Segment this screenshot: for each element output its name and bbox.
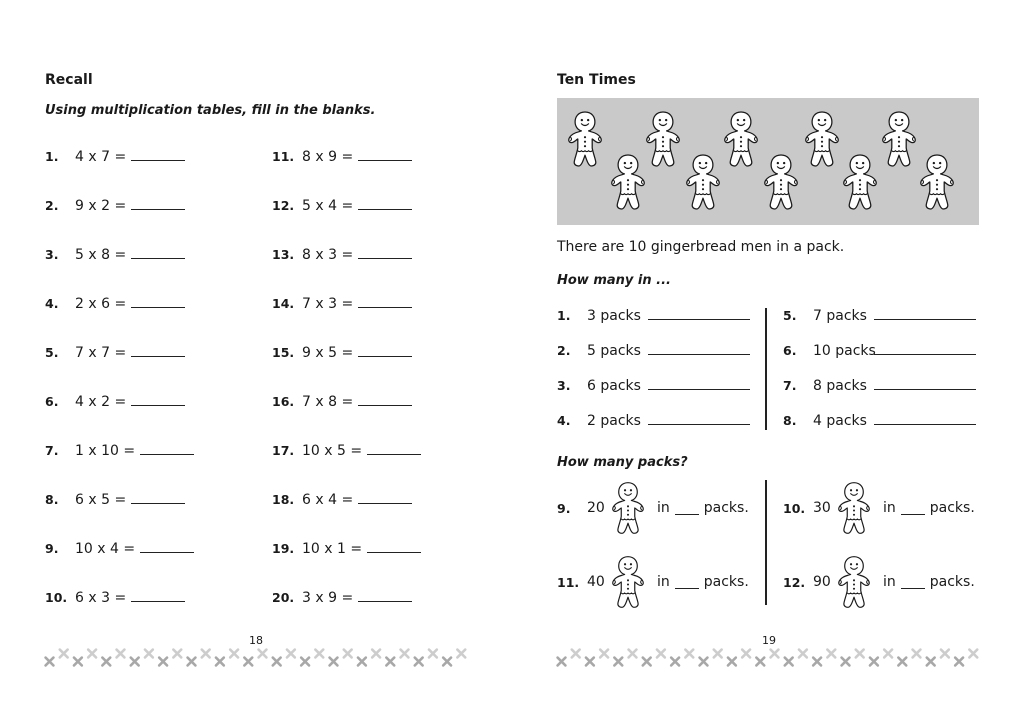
- cross-stitch-mark: [173, 650, 181, 658]
- cross-stitch-mark: [799, 650, 807, 658]
- question-expression: 9 x 5 =: [302, 345, 354, 361]
- question-item: [272, 393, 412, 410]
- in-label: in: [883, 574, 896, 590]
- prompt-how-many-in: How many in ...: [557, 273, 671, 288]
- question-item: [272, 246, 412, 263]
- cross-stitch-mark: [415, 658, 423, 666]
- question-expression: 1 x 10 =: [75, 443, 136, 459]
- question-item: [45, 148, 185, 165]
- column-divider: [765, 308, 767, 430]
- cross-stitch-mark: [88, 650, 96, 658]
- question-expression: 10 x 4 =: [75, 541, 136, 557]
- answer-blank[interactable]: [874, 377, 976, 390]
- cross-stitch-mark: [273, 658, 281, 666]
- gingerbread-man-icon: [647, 112, 679, 166]
- cross-stitch-mark: [742, 650, 750, 658]
- question-item: [272, 295, 412, 312]
- question-number: 13.: [272, 247, 295, 262]
- packs-label: 3 packs: [587, 308, 641, 324]
- gingerbread-man-icon: [611, 573, 647, 591]
- question-number: 7.: [45, 443, 59, 458]
- question-item: [45, 246, 185, 263]
- question-item: [45, 442, 194, 459]
- answer-blank[interactable]: [367, 540, 421, 553]
- question-number: 1.: [557, 308, 571, 323]
- answer-blank[interactable]: [131, 197, 185, 210]
- question-number: 5.: [783, 308, 797, 323]
- question-number: 17.: [272, 443, 295, 458]
- question-number: 9.: [45, 541, 59, 556]
- question-number: 2.: [557, 343, 571, 358]
- cross-stitch-mark: [202, 650, 210, 658]
- column-divider: [765, 480, 767, 605]
- cross-stitch-mark: [671, 658, 679, 666]
- cross-stitch-mark: [813, 658, 821, 666]
- question-number: 1.: [45, 149, 59, 164]
- question-expression: 8 x 9 =: [302, 149, 354, 165]
- question-number: 8.: [45, 492, 59, 507]
- cross-stitch-mark: [927, 658, 935, 666]
- packs-label: 4 packs: [813, 413, 867, 429]
- question-expression: 2 x 6 =: [75, 296, 127, 312]
- answer-blank[interactable]: [131, 393, 185, 406]
- answer-blank[interactable]: [648, 377, 750, 390]
- answer-blank[interactable]: [358, 589, 412, 602]
- question-number: 6.: [783, 343, 797, 358]
- packs-label: 6 packs: [587, 378, 641, 394]
- packs-question-item: [783, 307, 976, 324]
- cross-stitch-mark: [117, 650, 125, 658]
- gingerbread-banner: [557, 98, 979, 225]
- answer-blank[interactable]: [648, 342, 750, 355]
- gingerbread-man-icon: [569, 112, 601, 166]
- packs-label: 2 packs: [587, 413, 641, 429]
- question-expression: 8 x 3 =: [302, 247, 354, 263]
- page-title: Recall: [45, 72, 93, 88]
- cross-stitch-mark: [46, 658, 54, 666]
- count-question-item: [557, 499, 749, 517]
- answer-blank[interactable]: [140, 540, 194, 553]
- question-number: 3.: [557, 378, 571, 393]
- statement-text: There are 10 gingerbread men in a pack.: [557, 239, 845, 255]
- question-expression: 7 x 7 =: [75, 345, 127, 361]
- question-item: [45, 295, 185, 312]
- cross-stitch-mark: [898, 658, 906, 666]
- question-number: 20.: [272, 590, 295, 605]
- question-number: 7.: [783, 378, 797, 393]
- cross-stitch-border: [44, 646, 470, 670]
- question-number: 5.: [45, 345, 59, 360]
- in-label: in: [657, 574, 670, 590]
- question-item: [272, 589, 412, 606]
- gingerbread-group-image: [557, 98, 979, 225]
- answer-blank[interactable]: [358, 491, 412, 504]
- cross-stitch-mark: [145, 650, 153, 658]
- question-number: 15.: [272, 345, 295, 360]
- question-number: 18.: [272, 492, 295, 507]
- answer-blank[interactable]: [874, 307, 976, 320]
- packs-question-item: [557, 377, 750, 394]
- question-number: 3.: [45, 247, 59, 262]
- answer-blank[interactable]: [901, 576, 925, 589]
- cross-stitch-mark: [330, 658, 338, 666]
- question-number: 4.: [557, 413, 571, 428]
- packs-label: packs.: [703, 574, 749, 590]
- answer-blank[interactable]: [648, 412, 750, 425]
- gingerbread-man-icon: [612, 155, 644, 209]
- answer-blank[interactable]: [648, 307, 750, 320]
- cross-stitch-mark: [870, 658, 878, 666]
- prompt-how-many-packs: How many packs?: [557, 455, 688, 470]
- page-title: Ten Times: [557, 72, 636, 88]
- gingerbread-man-icon: [883, 112, 915, 166]
- question-expression: 5 x 8 =: [75, 247, 127, 263]
- cross-stitch-mark: [771, 650, 779, 658]
- question-number: 6.: [45, 394, 59, 409]
- question-item: [45, 344, 185, 361]
- cross-stitch-mark: [558, 658, 566, 666]
- answer-blank[interactable]: [675, 502, 699, 515]
- answer-blank[interactable]: [367, 442, 421, 455]
- cross-stitch-mark: [159, 658, 167, 666]
- answer-blank[interactable]: [131, 589, 185, 602]
- question-item: [272, 442, 421, 459]
- cross-stitch-mark: [457, 650, 465, 658]
- cross-stitch-mark: [657, 650, 665, 658]
- cross-stitch-mark: [301, 658, 309, 666]
- cross-stitch-mark: [955, 658, 963, 666]
- cross-stitch-mark: [244, 658, 252, 666]
- packs-label: packs.: [929, 500, 975, 516]
- cross-stitch-mark: [913, 650, 921, 658]
- question-number: 11.: [272, 149, 295, 164]
- cross-stitch-mark: [102, 658, 110, 666]
- cross-stitch-mark: [259, 650, 267, 658]
- question-number: 12.: [783, 574, 806, 590]
- question-expression: 3 x 9 =: [302, 590, 354, 606]
- in-label: in: [657, 500, 670, 516]
- page-number: 18: [249, 634, 263, 647]
- cross-stitch-mark: [429, 650, 437, 658]
- packs-label: packs.: [703, 500, 749, 516]
- question-expression: 10 x 5 =: [302, 443, 363, 459]
- cross-stitch-mark: [60, 650, 68, 658]
- gingerbread-man-icon: [837, 573, 873, 591]
- question-item: [45, 491, 185, 508]
- answer-blank[interactable]: [131, 246, 185, 259]
- question-number: 8.: [783, 413, 797, 428]
- answer-blank[interactable]: [131, 344, 185, 357]
- answer-blank[interactable]: [901, 502, 925, 515]
- answer-blank[interactable]: [358, 148, 412, 161]
- cross-stitch-mark: [856, 650, 864, 658]
- answer-blank[interactable]: [358, 344, 412, 357]
- answer-blank[interactable]: [358, 393, 412, 406]
- question-expression: 6 x 4 =: [302, 492, 354, 508]
- cross-stitch-mark: [728, 658, 736, 666]
- cross-stitch-mark: [372, 650, 380, 658]
- page-number: 19: [762, 634, 776, 647]
- gingerbread-man-icon: [844, 155, 876, 209]
- question-expression: 6 x 5 =: [75, 492, 127, 508]
- cross-stitch-mark: [785, 658, 793, 666]
- cross-stitch-mark: [586, 658, 594, 666]
- packs-question-item: [783, 412, 976, 429]
- packs-question-item: [557, 307, 750, 324]
- question-number: 9.: [557, 500, 571, 516]
- gingerbread-man-icon: [837, 499, 873, 517]
- answer-blank[interactable]: [131, 295, 185, 308]
- question-item: [45, 393, 185, 410]
- question-expression: 9 x 2 =: [75, 198, 127, 214]
- cross-stitch-mark: [600, 650, 608, 658]
- answer-blank[interactable]: [358, 246, 412, 259]
- answer-blank[interactable]: [358, 295, 412, 308]
- answer-blank[interactable]: [675, 576, 699, 589]
- question-item: [272, 344, 412, 361]
- question-expression: 6 x 3 =: [75, 590, 127, 606]
- count-value: 30: [813, 500, 831, 516]
- cross-stitch-mark: [287, 650, 295, 658]
- answer-blank[interactable]: [140, 442, 194, 455]
- question-item: [272, 491, 412, 508]
- packs-label: 8 packs: [813, 378, 867, 394]
- cross-stitch-mark: [131, 658, 139, 666]
- question-item: [45, 589, 185, 606]
- answer-blank[interactable]: [131, 148, 185, 161]
- question-item: [45, 197, 185, 214]
- cross-stitch-mark: [714, 650, 722, 658]
- cross-stitch-mark: [827, 650, 835, 658]
- cross-stitch-mark: [344, 650, 352, 658]
- question-item: [272, 148, 412, 165]
- cross-stitch-mark: [358, 658, 366, 666]
- question-expression: 7 x 3 =: [302, 296, 354, 312]
- cross-stitch-mark: [216, 658, 224, 666]
- instructions: Using multiplication tables, fill in the blanks.: [45, 103, 376, 118]
- question-item: [272, 540, 421, 557]
- packs-label: packs.: [929, 574, 975, 590]
- question-item: [45, 540, 194, 557]
- count-question-item: [557, 573, 749, 591]
- count-value: 40: [587, 574, 605, 590]
- count-question-item: [783, 499, 975, 517]
- right-page: [512, 0, 1024, 717]
- gingerbread-man-icon: [806, 112, 838, 166]
- cross-stitch-mark: [401, 650, 409, 658]
- gingerbread-man-icon: [921, 155, 953, 209]
- packs-question-item: [557, 342, 750, 359]
- cross-stitch-border: [556, 646, 982, 670]
- answer-blank[interactable]: [131, 491, 185, 504]
- cross-stitch-mark: [443, 658, 451, 666]
- answer-blank[interactable]: [358, 197, 412, 210]
- cross-stitch-mark: [386, 658, 394, 666]
- cross-stitch-mark: [74, 658, 82, 666]
- question-expression: 10 x 1 =: [302, 541, 363, 557]
- packs-label: 7 packs: [813, 308, 867, 324]
- count-question-item: [783, 573, 975, 591]
- cross-stitch-mark: [700, 658, 708, 666]
- question-number: 12.: [272, 198, 295, 213]
- question-number: 11.: [557, 574, 580, 590]
- gingerbread-man-icon: [687, 155, 719, 209]
- question-number: 10.: [45, 590, 68, 605]
- count-value: 90: [813, 574, 831, 590]
- gingerbread-man-icon: [611, 499, 647, 517]
- cross-stitch-mark: [685, 650, 693, 658]
- packs-question-item: [783, 342, 976, 359]
- cross-stitch-mark: [572, 650, 580, 658]
- answer-blank[interactable]: [874, 412, 976, 425]
- question-number: 10.: [783, 500, 806, 516]
- cross-stitch-mark: [188, 658, 196, 666]
- cross-stitch-mark: [614, 658, 622, 666]
- packs-question-item: [783, 377, 976, 394]
- cross-stitch-mark: [941, 650, 949, 658]
- question-number: 2.: [45, 198, 59, 213]
- cross-stitch-mark: [884, 650, 892, 658]
- cross-stitch-mark: [629, 650, 637, 658]
- question-expression: 5 x 4 =: [302, 198, 354, 214]
- question-expression: 4 x 2 =: [75, 394, 127, 410]
- gingerbread-man-icon: [725, 112, 757, 166]
- cross-stitch-mark: [969, 650, 977, 658]
- cross-stitch-mark: [230, 650, 238, 658]
- cross-stitch-mark: [315, 650, 323, 658]
- question-expression: 7 x 8 =: [302, 394, 354, 410]
- question-item: [272, 197, 412, 214]
- cross-stitch-mark: [756, 658, 764, 666]
- answer-blank[interactable]: [874, 342, 976, 355]
- cross-stitch-mark: [842, 658, 850, 666]
- packs-label: 10 packs: [813, 343, 876, 359]
- packs-question-item: [557, 412, 750, 429]
- question-number: 19.: [272, 541, 295, 556]
- cross-stitch-mark: [643, 658, 651, 666]
- question-number: 4.: [45, 296, 59, 311]
- question-number: 16.: [272, 394, 295, 409]
- question-expression: 4 x 7 =: [75, 149, 127, 165]
- question-number: 14.: [272, 296, 295, 311]
- count-value: 20: [587, 500, 605, 516]
- gingerbread-man-icon: [765, 155, 797, 209]
- in-label: in: [883, 500, 896, 516]
- packs-label: 5 packs: [587, 343, 641, 359]
